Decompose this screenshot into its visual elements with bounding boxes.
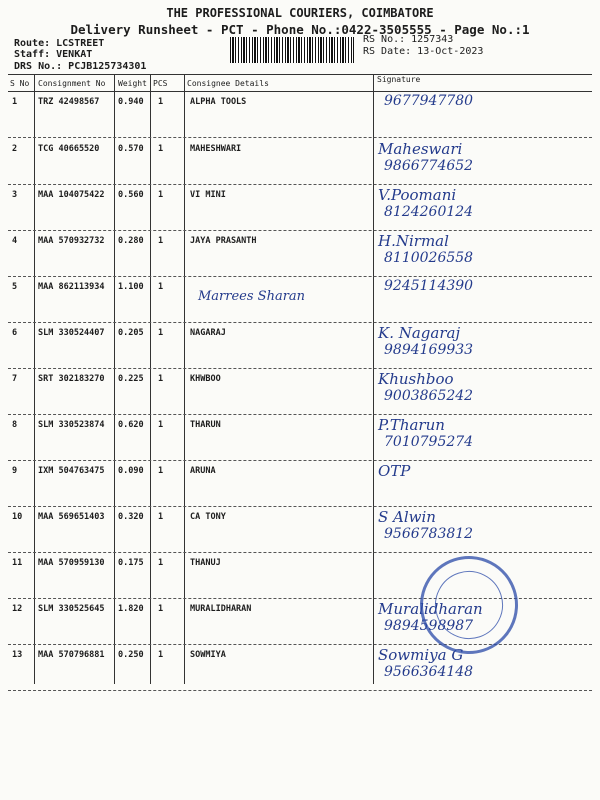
signature-phone: 9566364148 [384,664,474,680]
column-divider [373,74,374,684]
row-13-pcs: 1 [158,650,164,660]
row-3-name: VI MINI [190,190,226,200]
row-separator [8,460,592,461]
column-header-signature: Signature [377,75,421,84]
row5-handwritten-name: Marrees Sharan [198,289,306,304]
row-1-name: ALPHA TOOLS [190,97,247,107]
row-6-signature [378,324,473,358]
table-header-rule [8,91,592,92]
row-separator [8,322,592,323]
signature-phone: 9245114390 [384,278,474,294]
row-11-cons: MAA 570959130 [38,558,105,568]
row-separator [8,414,592,415]
company-title: THE PROFESSIONAL COURIERS, COIMBATORE [166,6,434,20]
row-separator [8,230,592,231]
signature-phone: 7010795274 [384,434,474,450]
row-separator [8,137,592,138]
row-11-pcs: 1 [158,558,164,568]
row-5-cons: MAA 862113934 [38,282,105,292]
row-6-name: NAGARAJ [190,328,226,338]
staff-label: Staff: VENKAT [14,49,93,60]
row-13-sno: 13 [12,650,23,660]
signature-name: Sowmiya G [378,646,464,664]
row-11-name: THANUJ [190,558,221,568]
row-2-name: MAHESHWARI [190,144,242,154]
column-header-sno: S No [10,79,30,88]
row-8-name: THARUN [190,420,221,430]
signature-phone: 9003865242 [384,388,474,404]
signature-name: K. Nagaraj [378,324,461,342]
row-9-name: ARUNA [190,466,216,476]
rs-number: RS No.: 1257343 [363,34,454,45]
signature-phone: 9894598987 [384,618,474,634]
row-2-sno: 2 [12,144,18,154]
row-10-sno: 10 [12,512,23,522]
row-4-pcs: 1 [158,236,164,246]
row-separator [8,506,592,507]
row-4-weight: 0.280 [118,236,144,246]
row-8-signature [378,416,473,450]
signature-name: S Alwin [378,508,436,526]
row-8-weight: 0.620 [118,420,144,430]
row-2-signature [378,140,473,174]
row-3-signature [378,186,473,220]
rs-date: RS Date: 13-Oct-2023 [363,46,484,57]
row-separator [8,184,592,185]
row-2-pcs: 1 [158,144,164,154]
route-label: Route: LCSTREET [14,38,105,49]
row-separator [8,552,592,553]
row-1-cons: TRZ 42498567 [38,97,100,107]
row-10-pcs: 1 [158,512,164,522]
signature-phone: 9566783812 [384,526,474,542]
column-divider [150,74,151,684]
row-6-weight: 0.205 [118,328,144,338]
signature-phone: 8124260124 [384,204,474,220]
row-7-signature [378,370,473,404]
row-13-weight: 0.250 [118,650,144,660]
column-divider [34,74,35,684]
row-separator [8,644,592,645]
row-10-name: CA TONY [190,512,226,522]
signature-name: Khushboo [378,370,454,388]
row-6-sno: 6 [12,328,18,338]
row-13-name: SOWMIYA [190,650,226,660]
column-header-weight: Weight [118,79,147,88]
row-13-cons: MAA 570796881 [38,650,105,660]
row-separator [8,276,592,277]
row-2-cons: TCG 40665520 [38,144,100,154]
table-top-rule [8,74,592,75]
row-11-weight: 0.175 [118,558,144,568]
row-1-pcs: 1 [158,97,164,107]
row-3-pcs: 1 [158,190,164,200]
row-12-cons: SLM 330525645 [38,604,105,614]
runsheet-subtitle: Delivery Runsheet - PCT - Phone No.:0422-3505555 - Page No.:1 [70,22,530,37]
row-10-weight: 0.320 [118,512,144,522]
column-header-consignee: Consignee Details [187,79,269,88]
row-5-signature [378,278,473,294]
row-6-cons: SLM 330524407 [38,328,105,338]
column-divider [184,74,185,684]
row-12-pcs: 1 [158,604,164,614]
row-9-weight: 0.090 [118,466,144,476]
row-8-pcs: 1 [158,420,164,430]
signature-phone: 9894169933 [384,342,474,358]
signature-name: OTP [378,462,411,480]
row-3-cons: MAA 104075422 [38,190,105,200]
column-header-consignment: Consignment No [38,79,106,88]
row-12-sno: 12 [12,604,23,614]
row-1-sno: 1 [12,97,18,107]
row-4-sno: 4 [12,236,18,246]
row-separator [8,690,592,691]
row-7-weight: 0.225 [118,374,144,384]
signature-name: P.Tharun [378,416,445,434]
row-11-sno: 11 [12,558,23,568]
signature-name: V.Poomani [378,186,457,204]
row-3-weight: 0.560 [118,190,144,200]
signature-phone: 9866774652 [384,158,474,174]
row-12-weight: 1.820 [118,604,144,614]
row-8-sno: 8 [12,420,18,430]
row-9-cons: IXM 504763475 [38,466,105,476]
row-1-weight: 0.940 [118,97,144,107]
row-10-cons: MAA 569651403 [38,512,105,522]
row-2-weight: 0.570 [118,144,144,154]
row-7-pcs: 1 [158,374,164,384]
row-4-cons: MAA 570932732 [38,236,105,246]
row-5-weight: 1.100 [118,282,144,292]
row-6-pcs: 1 [158,328,164,338]
row-9-sno: 9 [12,466,18,476]
signature-name: Muralidharan [378,600,483,618]
row-4-name: JAYA PRASANTH [190,236,257,246]
row-5-pcs: 1 [158,282,164,292]
column-divider [114,74,115,684]
drs-number: DRS No.: PCJB125734301 [14,61,147,72]
row-9-signature [378,462,410,480]
row-7-cons: SRT 302183270 [38,374,105,384]
row-10-signature [378,508,473,542]
row-7-name: KHWBOO [190,374,221,384]
row-8-cons: SLM 330523874 [38,420,105,430]
row-1-signature [378,93,473,109]
row-9-pcs: 1 [158,466,164,476]
row-3-sno: 3 [12,190,18,200]
row-4-signature [378,232,473,266]
row-5-sno: 5 [12,282,18,292]
signature-name: Maheswari [378,140,463,158]
signature-phone: 8110026558 [384,250,474,266]
row-separator [8,368,592,369]
row-12-name: MURALIDHARAN [190,604,252,614]
column-header-pcs: PCS [153,79,168,88]
signature-name: H.Nirmal [378,232,449,250]
row-7-sno: 7 [12,374,18,384]
signature-phone: 9677947780 [384,93,474,109]
barcode [230,37,354,63]
